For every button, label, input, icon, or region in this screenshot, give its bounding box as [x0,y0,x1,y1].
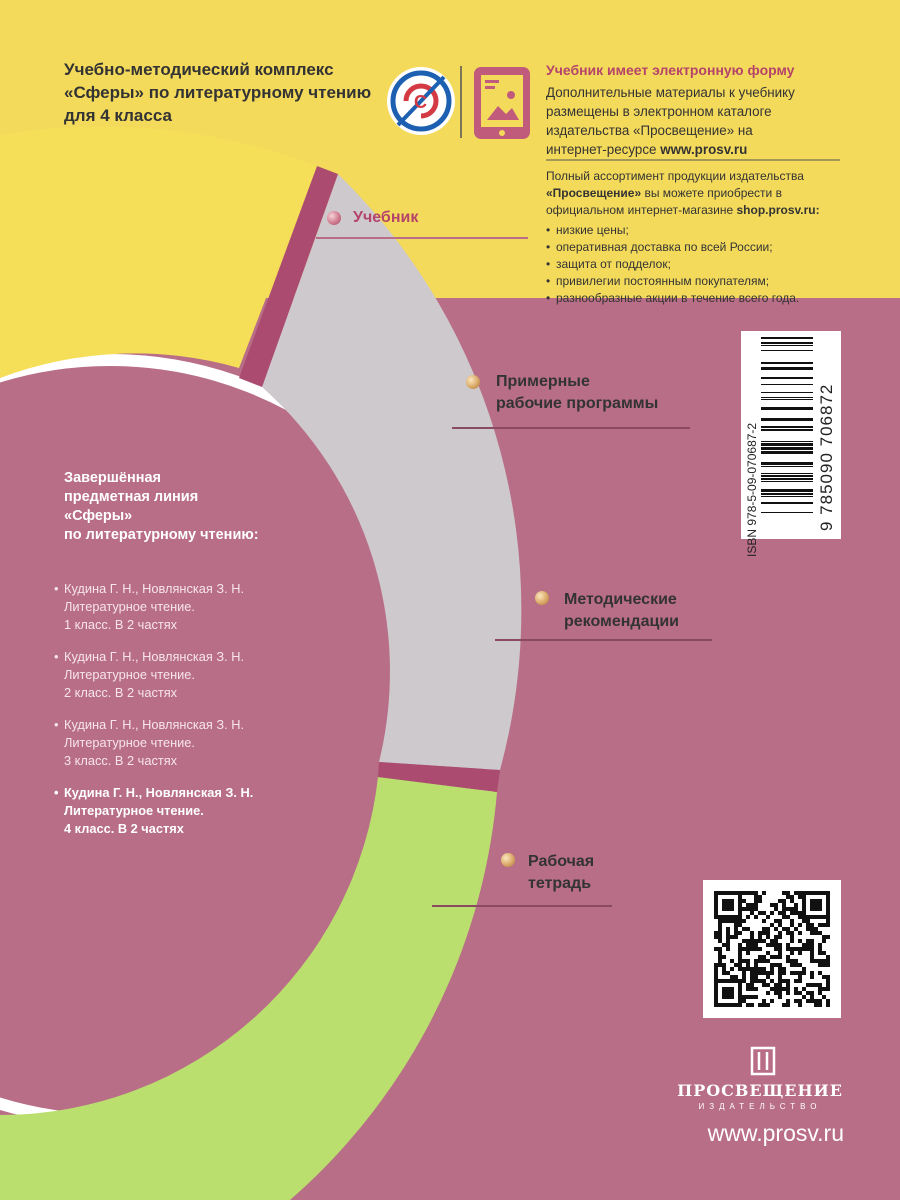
isbn-panel [741,331,841,557]
component-line: рекомендации [564,613,679,630]
publisher-subtitle: ИЗДАТЕЛЬСТВО [698,1102,822,1111]
bullet: • [54,649,59,664]
benefit-item: • низкие цены; [546,222,846,239]
eform-description [546,83,836,159]
shop-line [546,185,846,202]
series-line-title-line: «Сферы» [64,508,133,524]
component-line: Рабочая [528,853,595,870]
book-line: Кудина Г. Н., Новлянская З. Н. [64,581,245,596]
component-line: рабочие программы [496,395,659,412]
component-programs [496,371,658,415]
publisher-name-inline: «Просвещение» [546,186,642,200]
qr-panel[interactable] [703,880,841,1018]
book-line: 2 класс. В 2 частях [64,685,178,700]
bullet-dot-icon [535,591,549,605]
book-item [54,648,245,702]
shop-url[interactable]: shop.prosv.ru: [736,203,820,217]
benefit-item: • привилегии постоянным покупателям; [546,273,846,290]
book-line: Литературное чтение. [64,667,195,682]
book-line: Литературное чтение. [64,803,204,818]
shop-line-rest: вы можете приобрести в [641,186,782,200]
isbn-barcode-bars [741,331,841,539]
book-item [54,716,245,770]
book-line: Литературное чтение. [64,735,195,750]
benefit-item: • оперативная доставка по всей России; [546,239,846,256]
component-line: Методические [564,591,677,608]
spheres-logo-icon [387,67,455,135]
shop-info [546,168,846,307]
component-textbook: Учебник [353,209,419,226]
component-line: тетрадь [528,875,592,892]
publisher-logo-icon [752,1048,774,1074]
benefits-list [546,222,846,307]
book-line: Кудина Г. Н., Новлянская З. Н. [64,649,245,664]
series-title-line: Учебно-методический комплекс [64,60,334,79]
svg-text:C: C [414,92,427,112]
isbn-digits: 9 785090 706872 [817,383,836,531]
bullet: • [54,581,59,596]
series-title-line: «Сферы» по литературному чтению [64,83,372,102]
eform-line: Дополнительные материалы к учебнику [546,85,795,100]
series-line-title-line: предметная линия [64,489,199,505]
bullet: • [54,717,59,732]
book-item-current [54,784,254,838]
book-line: 3 класс. В 2 частях [64,753,178,768]
benefit-item: • разнообразные акции в течение всего года. [546,290,846,307]
bullet-dot-icon [501,853,515,867]
bullet: • [54,785,59,800]
eform-line: издательства «Просвещение» на [546,123,753,138]
component-line: Примерные [496,373,590,390]
shop-line-prefix: официальном интернет-магазине [546,203,737,217]
shop-line: Полный ассортимент продукции издательства [546,169,804,183]
book-line: Кудина Г. Н., Новлянская З. Н. [64,717,245,732]
book-line: 4 класс. В 2 частях [64,821,184,836]
benefit-item: • защита от подделок; [546,256,846,273]
eform-url-prefix: интернет-ресурсе [546,142,657,157]
series-title [64,58,394,127]
eform-line: размещены в электронном каталоге [546,104,772,119]
isbn-label: ISBN 978-5-09-070687-2 [745,422,759,557]
eform-url-line [546,140,836,159]
bullet-dot-icon [327,211,341,225]
series-title-line: для 4 класса [64,106,172,125]
tablet-ebook-icon [474,67,530,139]
book-item [54,580,245,634]
eform-url[interactable]: www.prosv.ru [660,142,748,157]
bullet-dot-icon [466,375,480,389]
publisher-name: ПРОСВЕЩЕНИЕ [677,1081,843,1100]
book-line: Литературное чтение. [64,599,195,614]
publisher-url[interactable]: www.prosv.ru [707,1120,844,1146]
book-line: 1 класс. В 2 частях [64,617,178,632]
series-line-title-line: по литературному чтению: [64,527,259,543]
component-workbook [528,851,594,895]
eform-heading: Учебник имеет электронную форму [546,62,795,78]
component-methods [564,589,679,633]
series-line-title-line: Завершённая [64,470,161,486]
series-line-title [64,469,259,545]
book-line: Кудина Г. Н., Новлянская З. Н. [64,785,254,800]
qr-code-pattern [703,880,841,1018]
shop-line [546,202,846,219]
